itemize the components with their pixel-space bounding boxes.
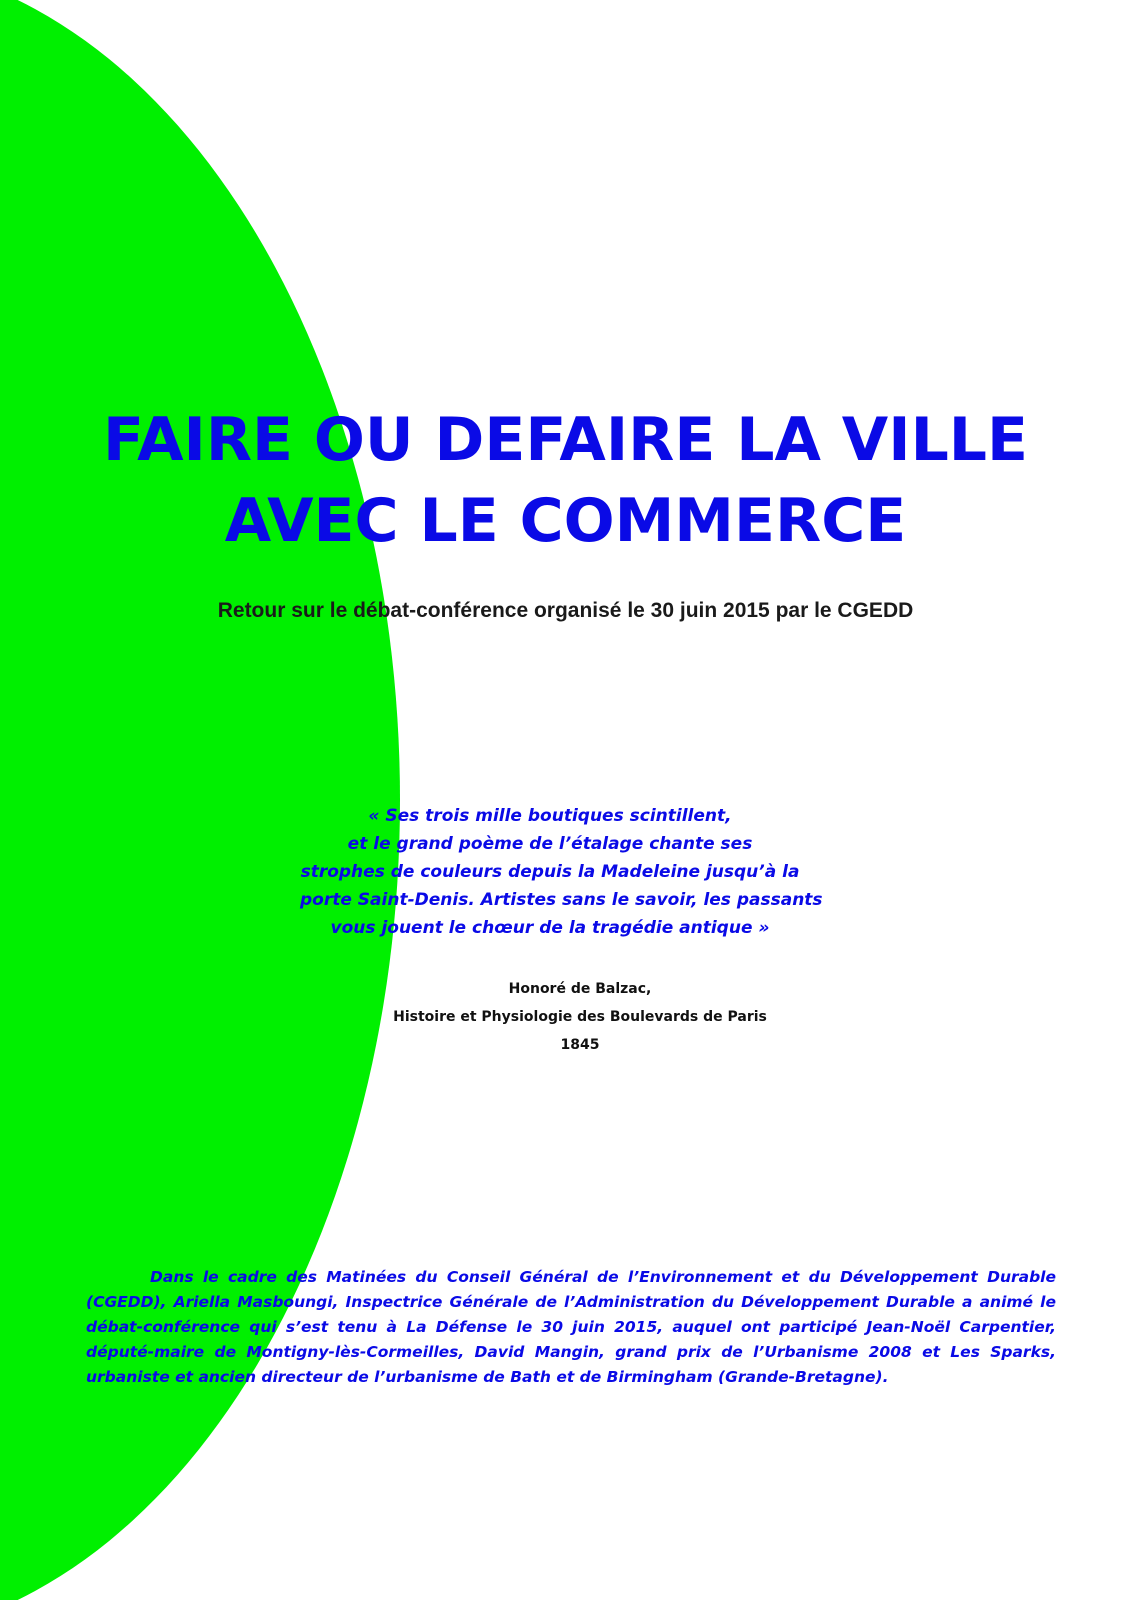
attribution-work: Histoire et Physiologie des Boulevards de Paris — [393, 1009, 767, 1025]
quote-line: porte Saint-Denis. Artistes sans le savoir, les passants — [300, 890, 823, 910]
attribution-year: 1845 — [560, 1037, 600, 1053]
intro-paragraph: Dans le cadre des Matinées du Conseil Général de l’Environnement et du Développement Durable (CGEDD), Ariella Masboungi, Inspectrice Générale de l’Administration du Développement Durable a animé le débat-conférence qui s’est tenu à La Défense le 30 juin 2015, auquel ont participé Jean-Noël Carpentier, député-maire de Montigny-lès-Cormeilles, David Mangin, grand prix de l’Urbanisme 2008 et Les Sparks, urbaniste et ancien directeur de l’urbanisme de Bath et de Birmingham (Grande-Bretagne). — [86, 1268, 1056, 1386]
title-line-1: FAIRE OU DEFAIRE LA VILLE — [102, 405, 1029, 475]
quote-attribution — [330, 975, 830, 1059]
quote-line: « Ses trois mille boutiques scintillent, — [368, 806, 732, 826]
balzac-quote — [300, 802, 823, 942]
quote-line: strophes de couleurs depuis la Madeleine jusqu’à la — [300, 862, 800, 882]
quote-line: vous jouent le chœur de la tragédie antique » — [330, 918, 770, 938]
attribution-author: Honoré de Balzac, — [508, 981, 652, 997]
document-subtitle: Retour sur le débat-conférence organisé le 30 juin 2015 par le CGEDD — [217, 599, 914, 622]
document-title — [0, 400, 1131, 562]
quote-line: et le grand poème de l’étalage chante ses — [347, 834, 753, 854]
title-line-2: AVEC LE COMMERCE — [224, 486, 907, 556]
